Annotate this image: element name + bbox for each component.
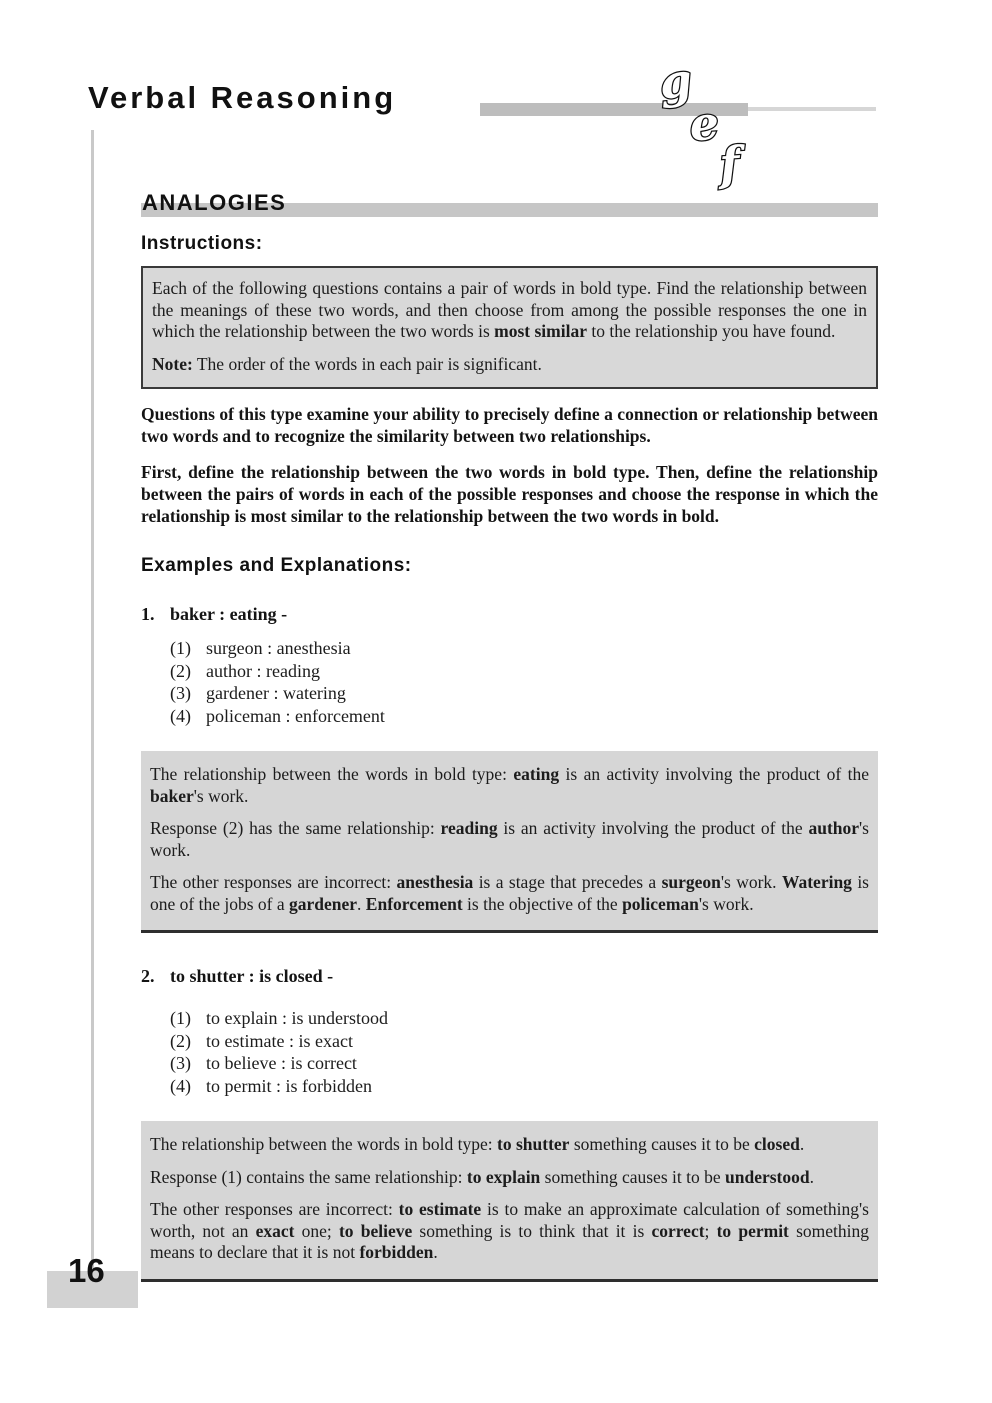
option-text: to explain : is understood (206, 1008, 388, 1028)
logo-letter-g: g (656, 52, 695, 110)
instructions-paragraph-1: Each of the following questions contains a pair of words in bold type. Find the relationship between the meanings of these two words, and then choose from among the possible responses the one in which the relationship between the two words is most similar to the relationship you have found. (152, 278, 867, 341)
option-number: (2) (170, 1030, 191, 1051)
option-number: (4) (170, 705, 191, 726)
option-text: surgeon : anesthesia (206, 638, 351, 658)
question-2-number: 2. (141, 966, 155, 986)
question-2 (141, 966, 878, 1282)
explanation-paragraph: The other responses are incorrect: anesthesia is a stage that precedes a surgeon's work. Watering is one of the jobs of a gardener. Enforcement is the objective of the policeman's work. (150, 872, 869, 914)
question-2-options (170, 1007, 878, 1097)
option-number: (1) (170, 638, 191, 658)
question-1-stem: baker : eating - (170, 604, 288, 624)
option (170, 705, 878, 728)
explanation-paragraph: Response (2) has the same relationship: reading is an activity involving the product of the author's work. (150, 818, 869, 860)
question-1-head (141, 604, 878, 625)
page-number: 16 (68, 1252, 105, 1289)
logo-letter-f: f (717, 136, 742, 192)
logo-letter-e: e (687, 95, 721, 152)
question-2-stem: to shutter : is closed - (170, 966, 334, 986)
question-2-explanation-box (141, 1121, 878, 1282)
question-1-options (170, 637, 878, 727)
instructions-heading: Instructions: (141, 233, 263, 254)
explanation-paragraph: The relationship between the words in bold type: eating is an activity involving the product of the baker's work. (150, 764, 869, 806)
option-text: to permit : is forbidden (206, 1075, 372, 1096)
option-text: policeman : enforcement (206, 705, 385, 726)
intro-paragraph-2: First, define the relationship between the two words in bold type. Then, define the relationship between the pairs of words in each of the possible responses and choose the response in which the relationship is most similar to the relationship between the two words in bold. (141, 462, 878, 526)
question-1-explanation-box (141, 751, 878, 933)
question-1-number: 1. (141, 604, 155, 624)
option (170, 1052, 878, 1075)
section-title: ANALOGIES (142, 190, 287, 215)
instructions-box (141, 266, 878, 389)
option (170, 682, 878, 705)
option (170, 660, 878, 683)
explanation-paragraph: Response (1) contains the same relationship: to explain something causes it to be understood. (150, 1166, 814, 1187)
page-title: Verbal Reasoning (88, 80, 397, 115)
content-column (141, 190, 878, 1282)
option-number: (3) (170, 683, 191, 703)
question-1 (141, 604, 878, 933)
explanation-paragraph: The relationship between the words in bold type: to shutter something causes it to be closed. (150, 1134, 805, 1154)
option-text: gardener : watering (206, 683, 346, 703)
option (170, 637, 878, 660)
intro-paragraph-1: Questions of this type examine your ability to precisely define a connection or relationship between two words and to recognize the similarity between two relationships. (141, 404, 878, 446)
left-margin-rule (91, 130, 94, 1271)
option-number: (2) (170, 660, 191, 681)
instructions-paragraph-2: Note: The order of the words in each pair is significant. (152, 353, 542, 374)
option-text: author : reading (206, 660, 320, 681)
option-number: (1) (170, 1008, 191, 1028)
option-text: to estimate : is exact (206, 1030, 353, 1051)
option (170, 1030, 878, 1053)
question-2-head (141, 966, 878, 987)
examples-heading: Examples and Explanations: (141, 555, 412, 576)
explanation-paragraph: The other responses are incorrect: to estimate is to make an approximate calculation of something's worth, not an exact one; to believe something is to think that it is correct; to permit something means to declare that it is not forbidden. (150, 1199, 869, 1262)
option-text: to believe : is correct (206, 1053, 357, 1073)
option-number: (3) (170, 1053, 191, 1073)
option-number: (4) (170, 1075, 191, 1096)
option (170, 1075, 878, 1098)
gef-logo (638, 46, 768, 196)
option (170, 1007, 878, 1030)
